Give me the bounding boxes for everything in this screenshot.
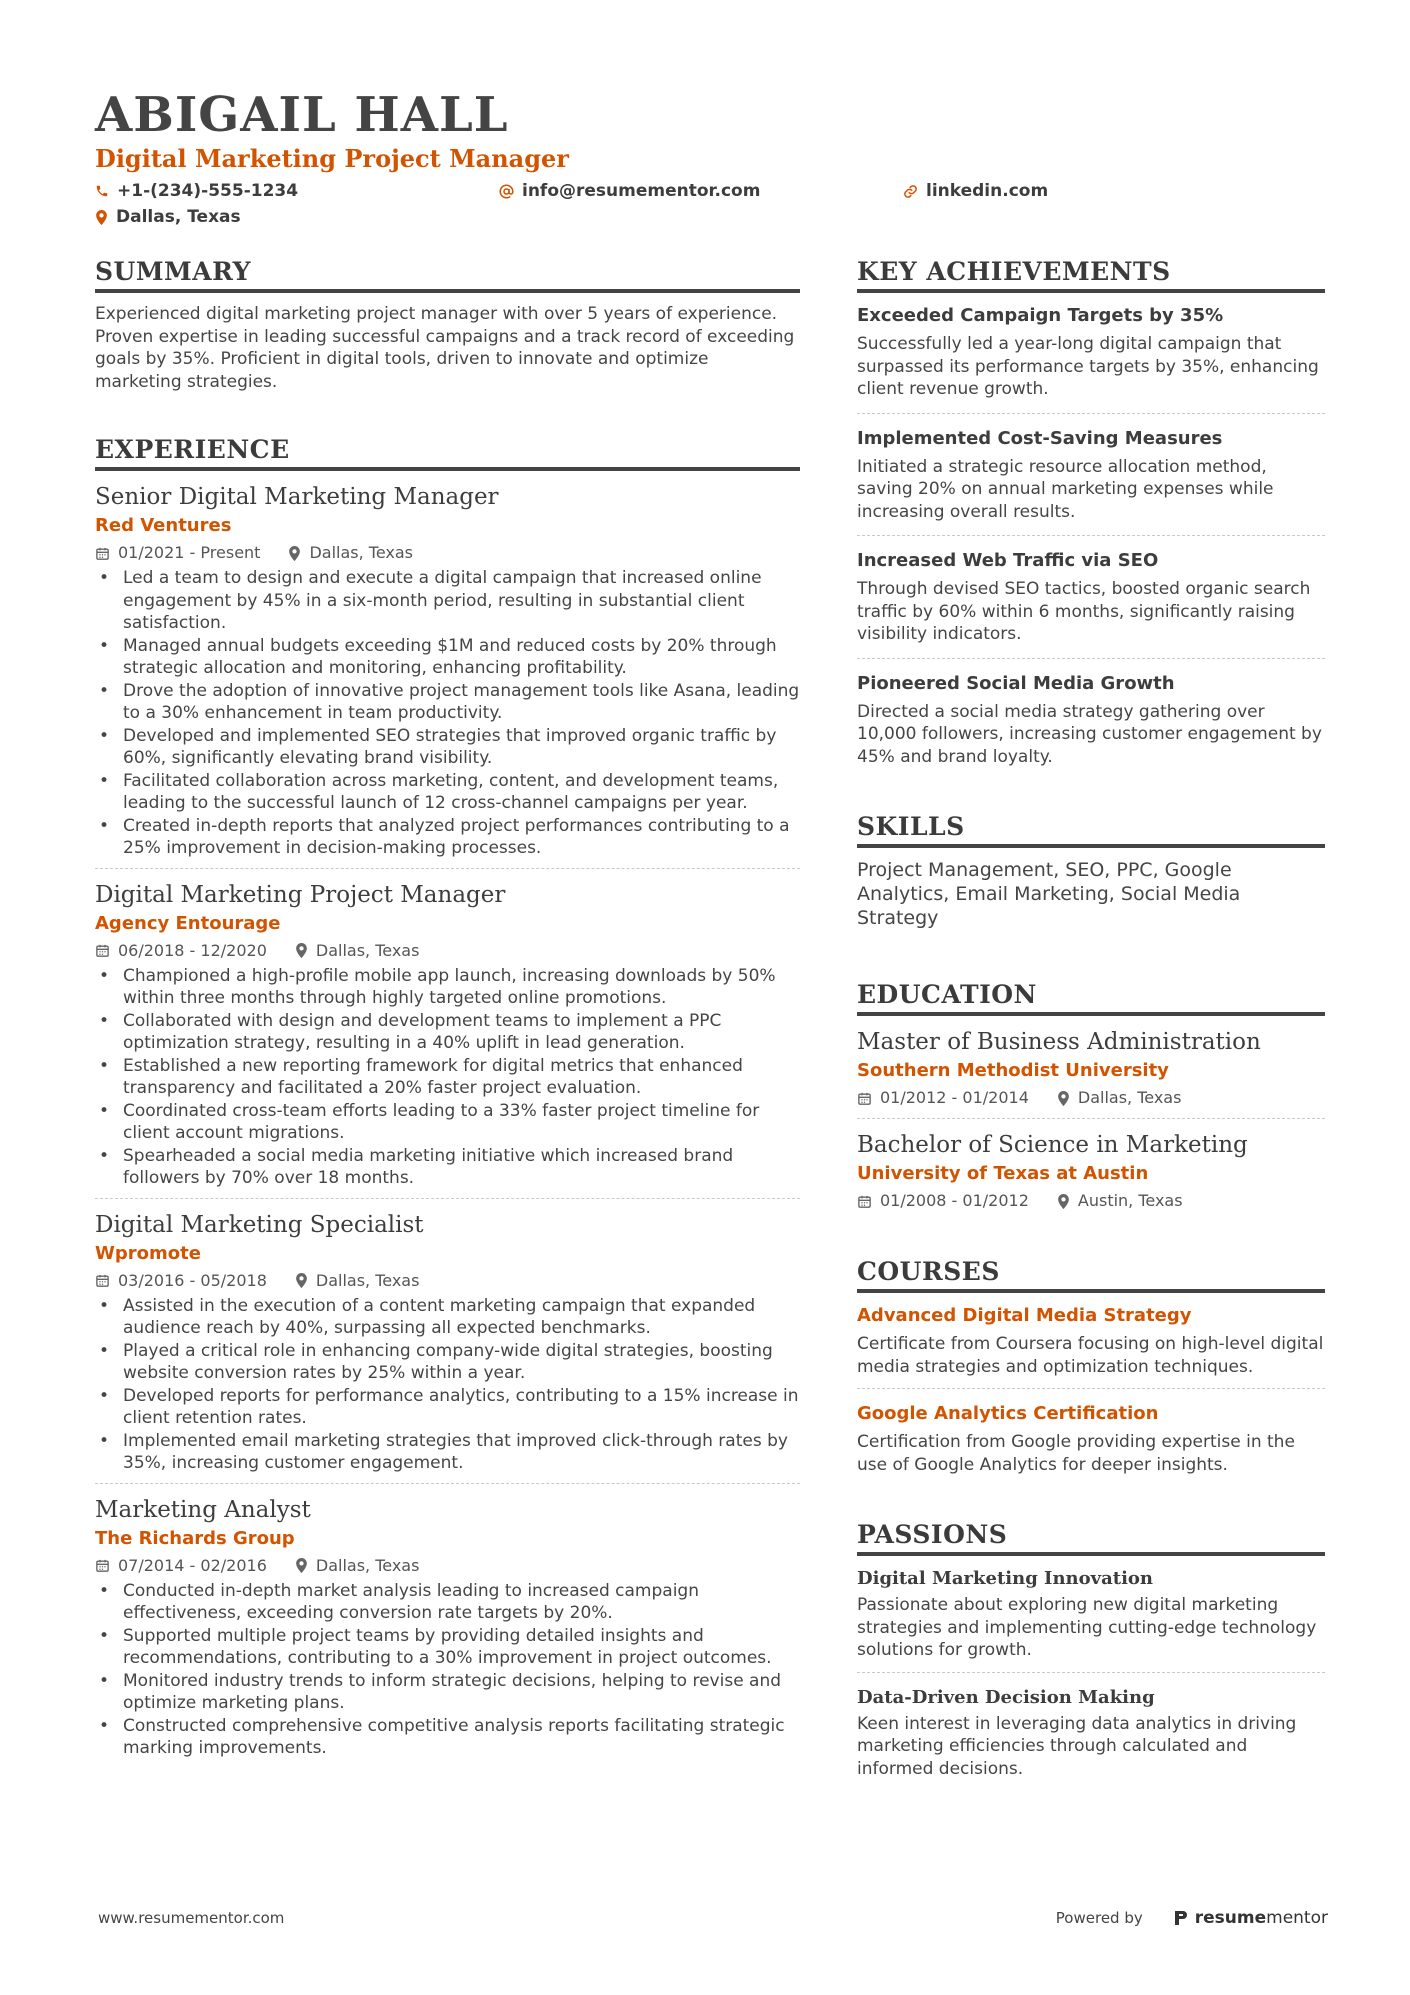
job-dates: [95, 541, 260, 565]
course-title: Advanced Digital Media Strategy: [857, 1305, 1192, 1326]
course-item: [857, 1401, 1325, 1486]
courses-heading: COURSES: [857, 1255, 1325, 1293]
link-icon: [903, 184, 918, 199]
linkedin-text[interactable]: linkedin.com: [926, 181, 1049, 201]
calendar-icon: [95, 943, 110, 958]
company-name: The Richards Group: [95, 1527, 295, 1549]
job-bullet: • Led a team to design and execute a digital campaign that increased online engagement by 45% in a six-month period, resulting in substantial client satisfaction.: [95, 567, 800, 635]
course-desc: Certificate from Coursera focusing on high-level digital media strategies and optimization techniques.: [857, 1334, 1324, 1377]
candidate-headline: Digital Marketing Project Manager: [95, 144, 569, 173]
job-bullets: [95, 567, 800, 860]
contact-location: [95, 204, 241, 230]
passion-item: [857, 1566, 1325, 1673]
education-dates: [857, 1086, 1029, 1110]
achievements-section: [857, 255, 1325, 780]
job-bullet: • Constructed comprehensive competitive analysis reports facilitating strategic marking improvements.: [95, 1715, 800, 1760]
job-bullet: • Developed and implemented SEO strategies that improved organic traffic by 60%, significantly elevating brand visibility.: [95, 725, 800, 770]
job-location-text: Dallas, Texas: [315, 940, 420, 960]
achievement-title: Exceeded Campaign Targets by 35%: [857, 305, 1224, 326]
experience-entry: [95, 481, 800, 869]
school-name: Southern Methodist University: [857, 1060, 1169, 1081]
achievement-item: [857, 548, 1325, 659]
experience-heading: EXPERIENCE: [95, 433, 800, 471]
powered-by: [1056, 1908, 1328, 1928]
education-dates-text: 01/2012 - 01/2014: [880, 1088, 1029, 1107]
education-entry: [857, 1026, 1325, 1119]
job-dates: [95, 1269, 267, 1293]
passions-heading: PASSIONS: [857, 1518, 1325, 1556]
achievement-desc: Through devised SEO tactics, boosted organic search traffic by 60% within 6 months, significantly raising visibility indicators.: [857, 579, 1311, 644]
education-location: [1057, 1189, 1183, 1213]
job-bullet: • Monitored industry trends to inform strategic decisions, helping to revise and optimize marketing plans.: [95, 1670, 800, 1715]
company-name: Red Ventures: [95, 515, 232, 536]
job-bullet: • Played a critical role in enhancing company-wide digital strategies, boosting website conversion rates by 25% within a year.: [95, 1340, 800, 1385]
experience-entry: [95, 879, 800, 1199]
job-bullet: • Assisted in the execution of a content marketing campaign that expanded audience reach by 40%, surpassing all expected benchmarks.: [95, 1295, 800, 1340]
map-pin-icon: [295, 1558, 308, 1573]
powered-by-label: Powered by: [1055, 1909, 1143, 1927]
calendar-icon: [95, 546, 110, 561]
contact-email[interactable]: [499, 178, 903, 204]
job-bullet: • Drove the adoption of innovative project management tools like Asana, leading to a 30% enhancement in team productivity.: [95, 680, 800, 725]
education-location-text: Dallas, Texas: [1077, 1088, 1182, 1107]
job-bullet: • Conducted in-depth market analysis leading to increased campaign effectiveness, exceeding conversion rate targets by 20%.: [95, 1580, 800, 1625]
map-pin-icon: [288, 546, 301, 561]
phone-text: +1-(234)-555-1234: [117, 181, 299, 201]
job-bullet: • Managed annual budgets exceeding $1M and reduced costs by 20% through strategic allocation and monitoring, enhancing profitability.: [95, 635, 800, 680]
degree-title: Master of Business Administration: [857, 1029, 1261, 1055]
degree-title: Bachelor of Science in Marketing: [857, 1132, 1248, 1158]
passion-item: [857, 1685, 1325, 1791]
education-dates-text: 01/2008 - 01/2012: [880, 1191, 1029, 1210]
achievement-title: Pioneered Social Media Growth: [857, 672, 1175, 694]
job-dates-text: 03/2016 - 05/2018: [118, 1270, 267, 1290]
map-pin-icon: [95, 210, 108, 225]
candidate-name: ABIGAIL HALL: [95, 87, 509, 143]
left-column: [95, 255, 800, 1768]
job-dates: [95, 1554, 267, 1578]
job-bullet: • Created in-depth reports that analyzed project performances contributing to a 25% improvement in decision-making processes.: [95, 815, 800, 860]
achievement-title: Increased Web Traffic via SEO: [857, 550, 1159, 571]
education-dates: [857, 1189, 1029, 1213]
experience-entry: [95, 1209, 800, 1484]
contact-phone: [95, 178, 499, 204]
achievement-desc: Directed a social media strategy gathering over 10,000 followers, increasing customer engagement by 45% and brand loyalty.: [857, 701, 1322, 767]
calendar-icon: [857, 1091, 872, 1106]
job-bullet: • Collaborated with design and development teams to implement a PPC optimization strategy, resulting in a 40% uplift in lead generation.: [95, 1010, 800, 1055]
right-column: [857, 255, 1325, 1790]
courses-section: [857, 1255, 1325, 1486]
skills-section: [857, 810, 1325, 930]
achievement-item: [857, 426, 1325, 537]
company-name: Agency Entourage: [95, 912, 281, 934]
contact-row-location: [95, 204, 1325, 230]
skills-heading: SKILLS: [857, 810, 1325, 848]
job-bullets: [95, 1580, 800, 1760]
job-meta: [95, 541, 800, 565]
job-meta: [95, 1554, 800, 1578]
phone-icon: [95, 184, 109, 198]
job-location: [288, 541, 413, 565]
location-text: Dallas, Texas: [116, 207, 241, 227]
school-name: University of Texas at Austin: [857, 1163, 1149, 1184]
job-location-text: Dallas, Texas: [315, 1270, 420, 1290]
passion-desc: Keen interest in leveraging data analytics in driving marketing efficiencies through calculated and informed decisions.: [857, 1713, 1297, 1779]
map-pin-icon: [1057, 1091, 1070, 1106]
map-pin-icon: [295, 1273, 308, 1288]
job-location: [295, 1554, 420, 1578]
brand-name-bold: resume: [1194, 1908, 1267, 1928]
job-bullets: [95, 965, 800, 1190]
calendar-icon: [95, 1273, 110, 1288]
map-pin-icon: [1057, 1194, 1070, 1209]
job-location: [295, 1269, 420, 1293]
resumementor-logo-icon: [1173, 1909, 1189, 1927]
job-bullet: • Spearheaded a social media marketing initiative which increased brand followers by 70% over 18 months.: [95, 1145, 800, 1190]
education-location-text: Austin, Texas: [1077, 1191, 1183, 1210]
job-bullet: • Established a new reporting framework for digital metrics that enhanced transparency and facilitated a 20% faster project evaluation.: [95, 1055, 800, 1100]
job-location: [295, 939, 420, 963]
education-entry: [857, 1129, 1325, 1221]
experience-section: [95, 433, 800, 1768]
course-item: [857, 1303, 1325, 1389]
education-section: [857, 978, 1325, 1221]
education-meta: [857, 1086, 1325, 1110]
map-pin-icon: [295, 943, 308, 958]
achievement-title: Implemented Cost-Saving Measures: [857, 427, 1223, 449]
calendar-icon: [95, 1558, 110, 1573]
job-location-text: Dallas, Texas: [309, 543, 414, 562]
job-dates-text: 01/2021 - Present: [118, 543, 261, 562]
skills-text: Project Management, SEO, PPC, Google Analytics, Email Marketing, Social Media Strategy: [857, 859, 1241, 929]
job-bullet: • Developed reports for performance analytics, contributing to a 15% increase in client retention rates.: [95, 1385, 800, 1430]
summary-text: Experienced digital marketing project manager with over 5 years of experience. Proven expertise in leading successful campaigns and a track record of exceeding goals by 35%. Proficient in digital tools, driven to innovate and optimize marketing strategies.: [95, 304, 795, 392]
experience-entry: [95, 1494, 800, 1768]
summary-heading: SUMMARY: [95, 255, 800, 293]
job-dates: [95, 939, 267, 963]
job-location-text: Dallas, Texas: [315, 1555, 420, 1575]
job-title: Marketing Analyst: [95, 1496, 311, 1523]
page-footer: [98, 1908, 1328, 1928]
job-dates-text: 06/2018 - 12/2020: [118, 940, 267, 960]
course-title: Google Analytics Certification: [857, 1403, 1159, 1424]
job-title: Digital Marketing Specialist: [95, 1211, 424, 1238]
achievement-item: [857, 303, 1325, 414]
achievement-desc: Successfully led a year-long digital campaign that surpassed its performance targets by 35%, enhancing client revenue growth.: [857, 334, 1319, 399]
job-dates-text: 07/2014 - 02/2016: [118, 1555, 267, 1575]
job-title: Digital Marketing Project Manager: [95, 881, 506, 908]
email-text[interactable]: info@resumementor.com: [522, 181, 761, 201]
brand-name-thin: mentor: [1266, 1908, 1328, 1928]
passions-section: [857, 1518, 1325, 1790]
passion-title: Data-Driven Decision Making: [857, 1686, 1155, 1708]
contact-row: [95, 178, 1325, 204]
job-bullet: • Implemented email marketing strategies that improved click-through rates by 35%, increasing customer engagement.: [95, 1430, 800, 1475]
calendar-icon: [857, 1194, 872, 1209]
resume-header: [95, 86, 1325, 230]
summary-section: [95, 255, 800, 393]
job-bullet: • Supported multiple project teams by providing detailed insights and recommendations, contributing to a 30% improvement in project outcomes.: [95, 1625, 800, 1670]
footer-website[interactable]: www.resumementor.com: [98, 1909, 285, 1927]
achievements-heading: KEY ACHIEVEMENTS: [857, 255, 1325, 293]
job-meta: [95, 1269, 800, 1293]
achievement-desc: Initiated a strategic resource allocation method, saving 20% on annual marketing expenses while increasing overall results.: [857, 456, 1274, 522]
passion-title: Digital Marketing Innovation: [857, 1568, 1154, 1589]
job-meta: [95, 939, 800, 963]
job-title: Senior Digital Marketing Manager: [95, 484, 499, 510]
achievement-item: [857, 671, 1325, 781]
company-name: Wpromote: [95, 1242, 201, 1264]
brand-logo[interactable]: [1173, 1908, 1328, 1928]
job-bullet: • Coordinated cross-team efforts leading to a 33% faster project timeline for client account migrations.: [95, 1100, 800, 1145]
job-bullets: [95, 1295, 800, 1475]
job-bullet: • Facilitated collaboration across marketing, content, and development teams, leading to the successful launch of 12 cross-channel campaigns per year.: [95, 770, 800, 815]
course-desc: Certification from Google providing expertise in the use of Google Analytics for deeper insights.: [857, 1432, 1295, 1475]
at-sign-icon: [499, 184, 514, 199]
education-meta: [857, 1189, 1325, 1213]
passion-desc: Passionate about exploring new digital marketing strategies and implementing cutting-edge technology solutions for growth.: [857, 1595, 1317, 1660]
education-heading: EDUCATION: [857, 978, 1325, 1016]
contact-linkedin[interactable]: [903, 178, 1048, 204]
job-bullet: • Championed a high-profile mobile app launch, increasing downloads by 50% within three months through highly targeted online promotions.: [95, 965, 800, 1010]
education-location: [1057, 1086, 1182, 1110]
